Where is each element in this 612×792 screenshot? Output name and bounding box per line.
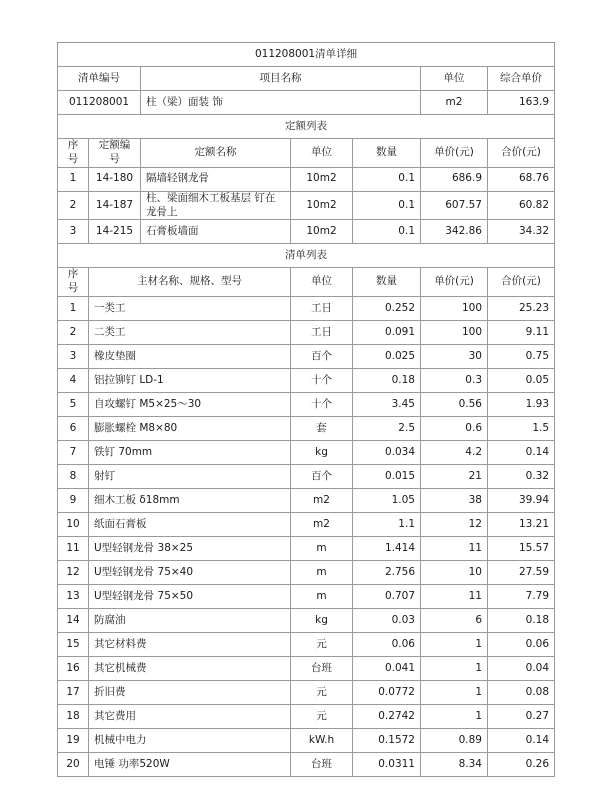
material-qty: 2.5 [353, 417, 421, 441]
material-qty: 0.1572 [353, 729, 421, 753]
quota-code: 14-187 [89, 191, 141, 220]
material-no: 6 [58, 417, 89, 441]
col-bill-unit: 单位 [421, 67, 488, 91]
material-amount: 0.08 [488, 681, 555, 705]
bill-detail-table [57, 42, 555, 777]
material-amount: 0.18 [488, 609, 555, 633]
material-name: 自攻螺钉 M5×25〜30 [89, 393, 291, 417]
bill-comprehensive-price-value: 163.9 [488, 91, 555, 115]
material-no: 14 [58, 609, 89, 633]
material-unit: m [291, 537, 353, 561]
material-qty: 1.05 [353, 489, 421, 513]
col-quota-name: 定额名称 [141, 139, 291, 168]
material-qty: 0.252 [353, 297, 421, 321]
material-qty: 0.0772 [353, 681, 421, 705]
material-name: 铁钉 70mm [89, 441, 291, 465]
material-name: 二类工 [89, 321, 291, 345]
material-name: 其它费用 [89, 705, 291, 729]
material-no: 1 [58, 297, 89, 321]
bill-unit-value: m2 [421, 91, 488, 115]
material-unit: 台班 [291, 753, 353, 777]
material-unit: 十个 [291, 369, 353, 393]
col-material-amount: 合价(元) [488, 268, 555, 297]
table-row [58, 609, 555, 633]
material-amount: 15.57 [488, 537, 555, 561]
table-row [58, 729, 555, 753]
col-project-name: 项目名称 [141, 67, 421, 91]
col-material-no: 序号 [58, 268, 89, 297]
material-unit: 元 [291, 681, 353, 705]
material-unit: kW.h [291, 729, 353, 753]
quota-qty: 0.1 [353, 191, 421, 220]
quota-unit: 10m2 [291, 191, 353, 220]
material-price: 0.6 [421, 417, 488, 441]
material-name: U型轻钢龙骨 38×25 [89, 537, 291, 561]
material-price: 0.89 [421, 729, 488, 753]
material-amount: 0.75 [488, 345, 555, 369]
table-row [58, 513, 555, 537]
quota-name: 柱、梁面细木工板基层 钉在龙骨上 [141, 191, 291, 220]
col-bill-code: 清单编号 [58, 67, 141, 91]
material-price: 12 [421, 513, 488, 537]
material-amount: 0.06 [488, 633, 555, 657]
material-no: 2 [58, 321, 89, 345]
material-price: 1 [421, 633, 488, 657]
material-unit: m [291, 585, 353, 609]
document-title-row [58, 43, 555, 67]
bill-code-value: 011208001 [58, 91, 141, 115]
table-row [58, 167, 555, 191]
material-price: 10 [421, 561, 488, 585]
table-row [58, 657, 555, 681]
table-row [58, 441, 555, 465]
material-qty: 0.041 [353, 657, 421, 681]
material-qty: 2.756 [353, 561, 421, 585]
table-row [58, 417, 555, 441]
quota-unit: 10m2 [291, 220, 353, 244]
table-row [58, 220, 555, 244]
material-unit: kg [291, 609, 353, 633]
material-price: 38 [421, 489, 488, 513]
material-price: 0.3 [421, 369, 488, 393]
col-quota-amount: 合价(元) [488, 139, 555, 168]
material-price: 1 [421, 705, 488, 729]
table-row [58, 321, 555, 345]
quota-no: 1 [58, 167, 89, 191]
table-row [58, 345, 555, 369]
material-unit: 工日 [291, 297, 353, 321]
material-name: 其它材料费 [89, 633, 291, 657]
material-name: 电锤 功率520W [89, 753, 291, 777]
bill-project-name-value: 柱（梁）面装 饰 [141, 91, 421, 115]
col-comprehensive-price: 综合单价 [488, 67, 555, 91]
material-no: 13 [58, 585, 89, 609]
material-no: 9 [58, 489, 89, 513]
material-unit: 元 [291, 633, 353, 657]
material-name: 细木工板 δ18mm [89, 489, 291, 513]
material-amount: 0.26 [488, 753, 555, 777]
material-unit: kg [291, 441, 353, 465]
material-qty: 0.18 [353, 369, 421, 393]
quota-name: 隔墙轻钢龙骨 [141, 167, 291, 191]
material-name: 一类工 [89, 297, 291, 321]
material-price: 11 [421, 537, 488, 561]
material-qty: 0.707 [353, 585, 421, 609]
table-row [58, 537, 555, 561]
quota-amount: 34.32 [488, 220, 555, 244]
table-body [58, 43, 555, 777]
material-amount: 0.14 [488, 729, 555, 753]
quota-amount: 68.76 [488, 167, 555, 191]
col-quota-qty: 数量 [353, 139, 421, 168]
material-name: 射钉 [89, 465, 291, 489]
material-qty: 0.0311 [353, 753, 421, 777]
material-header-row [58, 268, 555, 297]
material-no: 11 [58, 537, 89, 561]
quota-code: 14-180 [89, 167, 141, 191]
quota-price: 607.57 [421, 191, 488, 220]
col-quota-code: 定额编号 [89, 139, 141, 168]
material-price: 100 [421, 321, 488, 345]
material-unit: 百个 [291, 465, 353, 489]
material-qty: 0.03 [353, 609, 421, 633]
material-qty: 0.015 [353, 465, 421, 489]
material-amount: 9.11 [488, 321, 555, 345]
col-material-name: 主材名称、规格、型号 [89, 268, 291, 297]
material-name: 铝拉铆钉 LD-1 [89, 369, 291, 393]
material-qty: 3.45 [353, 393, 421, 417]
bill-header-row [58, 67, 555, 91]
table-row [58, 561, 555, 585]
material-no: 12 [58, 561, 89, 585]
table-row [58, 465, 555, 489]
material-price: 1 [421, 657, 488, 681]
table-row [58, 489, 555, 513]
material-name: 纸面石膏板 [89, 513, 291, 537]
table-row [58, 681, 555, 705]
quota-amount: 60.82 [488, 191, 555, 220]
material-amount: 27.59 [488, 561, 555, 585]
material-price: 11 [421, 585, 488, 609]
material-amount: 0.14 [488, 441, 555, 465]
material-unit: m2 [291, 489, 353, 513]
material-no: 4 [58, 369, 89, 393]
col-material-price: 单价(元) [421, 268, 488, 297]
material-name: U型轻钢龙骨 75×40 [89, 561, 291, 585]
quota-header-row [58, 139, 555, 168]
material-unit: 台班 [291, 657, 353, 681]
material-amount: 7.79 [488, 585, 555, 609]
material-qty: 0.06 [353, 633, 421, 657]
col-quota-price: 单价(元) [421, 139, 488, 168]
material-name: U型轻钢龙骨 75×50 [89, 585, 291, 609]
material-amount: 39.94 [488, 489, 555, 513]
table-row [58, 297, 555, 321]
material-qty: 0.2742 [353, 705, 421, 729]
col-quota-no: 序号 [58, 139, 89, 168]
quota-qty: 0.1 [353, 220, 421, 244]
material-price: 8.34 [421, 753, 488, 777]
material-amount: 0.05 [488, 369, 555, 393]
material-price: 4.2 [421, 441, 488, 465]
material-price: 6 [421, 609, 488, 633]
table-row [58, 585, 555, 609]
material-no: 5 [58, 393, 89, 417]
material-qty: 0.091 [353, 321, 421, 345]
material-qty: 1.414 [353, 537, 421, 561]
col-material-qty: 数量 [353, 268, 421, 297]
quota-price: 686.9 [421, 167, 488, 191]
material-unit: m [291, 561, 353, 585]
material-name: 机械中电力 [89, 729, 291, 753]
material-section-title: 清单列表 [58, 244, 555, 268]
table-row [58, 369, 555, 393]
material-amount: 0.27 [488, 705, 555, 729]
material-qty: 0.025 [353, 345, 421, 369]
material-price: 21 [421, 465, 488, 489]
material-unit: 套 [291, 417, 353, 441]
material-name: 防腐油 [89, 609, 291, 633]
material-amount: 1.5 [488, 417, 555, 441]
quota-code: 14-215 [89, 220, 141, 244]
material-price: 0.56 [421, 393, 488, 417]
bill-data-row [58, 91, 555, 115]
table-row [58, 633, 555, 657]
quota-qty: 0.1 [353, 167, 421, 191]
material-section-title-row [58, 244, 555, 268]
material-no: 3 [58, 345, 89, 369]
table-row [58, 705, 555, 729]
col-quota-unit: 单位 [291, 139, 353, 168]
table-row [58, 753, 555, 777]
material-name: 折旧费 [89, 681, 291, 705]
material-no: 15 [58, 633, 89, 657]
material-no: 20 [58, 753, 89, 777]
material-qty: 1.1 [353, 513, 421, 537]
quota-section-title: 定额列表 [58, 115, 555, 139]
quota-section-title-row [58, 115, 555, 139]
quota-name: 石膏板墙面 [141, 220, 291, 244]
material-unit: 元 [291, 705, 353, 729]
material-name: 膨胀螺栓 M8×80 [89, 417, 291, 441]
quota-price: 342.86 [421, 220, 488, 244]
material-no: 19 [58, 729, 89, 753]
material-amount: 25.23 [488, 297, 555, 321]
table-row [58, 393, 555, 417]
material-amount: 13.21 [488, 513, 555, 537]
material-no: 17 [58, 681, 89, 705]
material-unit: 十个 [291, 393, 353, 417]
material-name: 橡皮垫圈 [89, 345, 291, 369]
material-amount: 0.04 [488, 657, 555, 681]
quota-no: 2 [58, 191, 89, 220]
material-no: 10 [58, 513, 89, 537]
document-title: 011208001清单详细 [58, 43, 555, 67]
material-unit: m2 [291, 513, 353, 537]
quota-unit: 10m2 [291, 167, 353, 191]
material-no: 18 [58, 705, 89, 729]
material-price: 1 [421, 681, 488, 705]
material-no: 16 [58, 657, 89, 681]
material-unit: 百个 [291, 345, 353, 369]
material-amount: 1.93 [488, 393, 555, 417]
material-price: 100 [421, 297, 488, 321]
material-name: 其它机械费 [89, 657, 291, 681]
table-row [58, 191, 555, 220]
material-unit: 工日 [291, 321, 353, 345]
quota-no: 3 [58, 220, 89, 244]
col-material-unit: 单位 [291, 268, 353, 297]
material-price: 30 [421, 345, 488, 369]
material-no: 8 [58, 465, 89, 489]
material-amount: 0.32 [488, 465, 555, 489]
material-qty: 0.034 [353, 441, 421, 465]
material-no: 7 [58, 441, 89, 465]
